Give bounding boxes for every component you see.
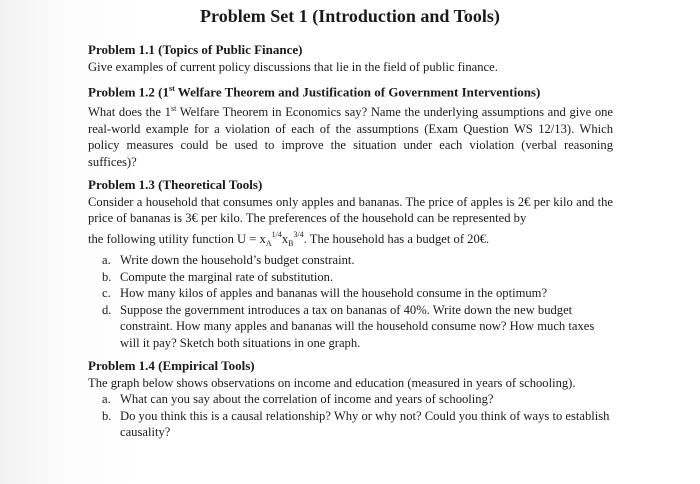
list-item xyxy=(88,391,613,408)
text-part: What does the 1 xyxy=(88,105,171,120)
problem-1-4-intro: The graph below shows observations on income and education (measured in years of schooling). xyxy=(88,375,576,390)
list-item xyxy=(88,285,613,302)
exponent: 1/4 xyxy=(271,229,282,239)
list-item xyxy=(88,252,613,269)
list-marker: d. xyxy=(102,302,112,317)
list-marker: b. xyxy=(102,408,112,423)
problem-1-2-heading xyxy=(88,81,613,101)
page-title: Problem Set 1 (Introduction and Tools) xyxy=(200,6,500,26)
list-item-text: What can you say about the correlation of income and years of schooling? xyxy=(120,392,494,407)
problem-1-3-list xyxy=(88,252,613,351)
utility-var: x xyxy=(281,231,289,246)
list-item-text: How many kilos of apples and bananas will the household consume in the optimum? xyxy=(120,286,548,301)
problem-set-content xyxy=(88,42,613,441)
list-item xyxy=(88,269,613,286)
list-item xyxy=(88,302,613,352)
superscript: st xyxy=(170,103,177,113)
problem-1-1-heading: Problem 1.1 (Topics of Public Finance) xyxy=(88,42,303,57)
list-item-text: Compute the marginal rate of substitution. xyxy=(120,269,334,284)
utility-function-line xyxy=(88,227,613,253)
superscript: st xyxy=(169,84,175,93)
heading-part: Problem 1.2 (1 xyxy=(88,84,169,100)
problem-1-4-heading: Problem 1.4 (Empirical Tools) xyxy=(88,358,255,374)
list-marker: a. xyxy=(102,392,111,407)
problem-1-4-list xyxy=(88,391,613,441)
problem-1-1-text: Give examples of current policy discussions that lie in the field of public finance. xyxy=(88,59,498,74)
problem-1-2-text xyxy=(88,101,613,170)
exponent: 3/4 xyxy=(293,229,304,239)
list-marker: a. xyxy=(102,253,111,268)
list-marker: c. xyxy=(102,286,111,301)
subscript: A xyxy=(265,238,272,248)
list-item-text: Do you think this is a causal relationship? Why or why not? Could you think of ways to establish causality? xyxy=(120,408,610,440)
list-item xyxy=(88,408,613,441)
list-marker: b. xyxy=(102,269,112,284)
subscript: B xyxy=(288,238,294,248)
utility-text: the following utility function U = x xyxy=(88,231,266,246)
utility-text: . The household has a budget of 20€. xyxy=(303,231,490,246)
list-item-text: Write down the household’s budget constraint. xyxy=(120,253,355,268)
problem-1-3-intro: Consider a household that consumes only apples and bananas. The price of apples is 2€ per kilo and the price of bananas is 3€ per kilo. The preferences of the household can be represented by xyxy=(88,194,613,226)
text-part: Welfare Theorem in Economics say? Name the underlying assumptions and give one real-world example for a violation of each of the assumptions (Exam Question WS 12/13). Which policy measures could be used to improve the situation under each violation (verbal reasoning suffices)? xyxy=(88,105,614,169)
list-item-text: Suppose the government introduces a tax on bananas of 40%. Write down the new budget constraint. How many apples and bananas will the household consume now? How much taxes will it pay? Sketch both situations in one graph. xyxy=(120,302,595,350)
heading-part: Welfare Theorem and Justification of Government Interventions) xyxy=(174,84,541,100)
problem-1-3-heading: Problem 1.3 (Theoretical Tools) xyxy=(88,177,263,193)
